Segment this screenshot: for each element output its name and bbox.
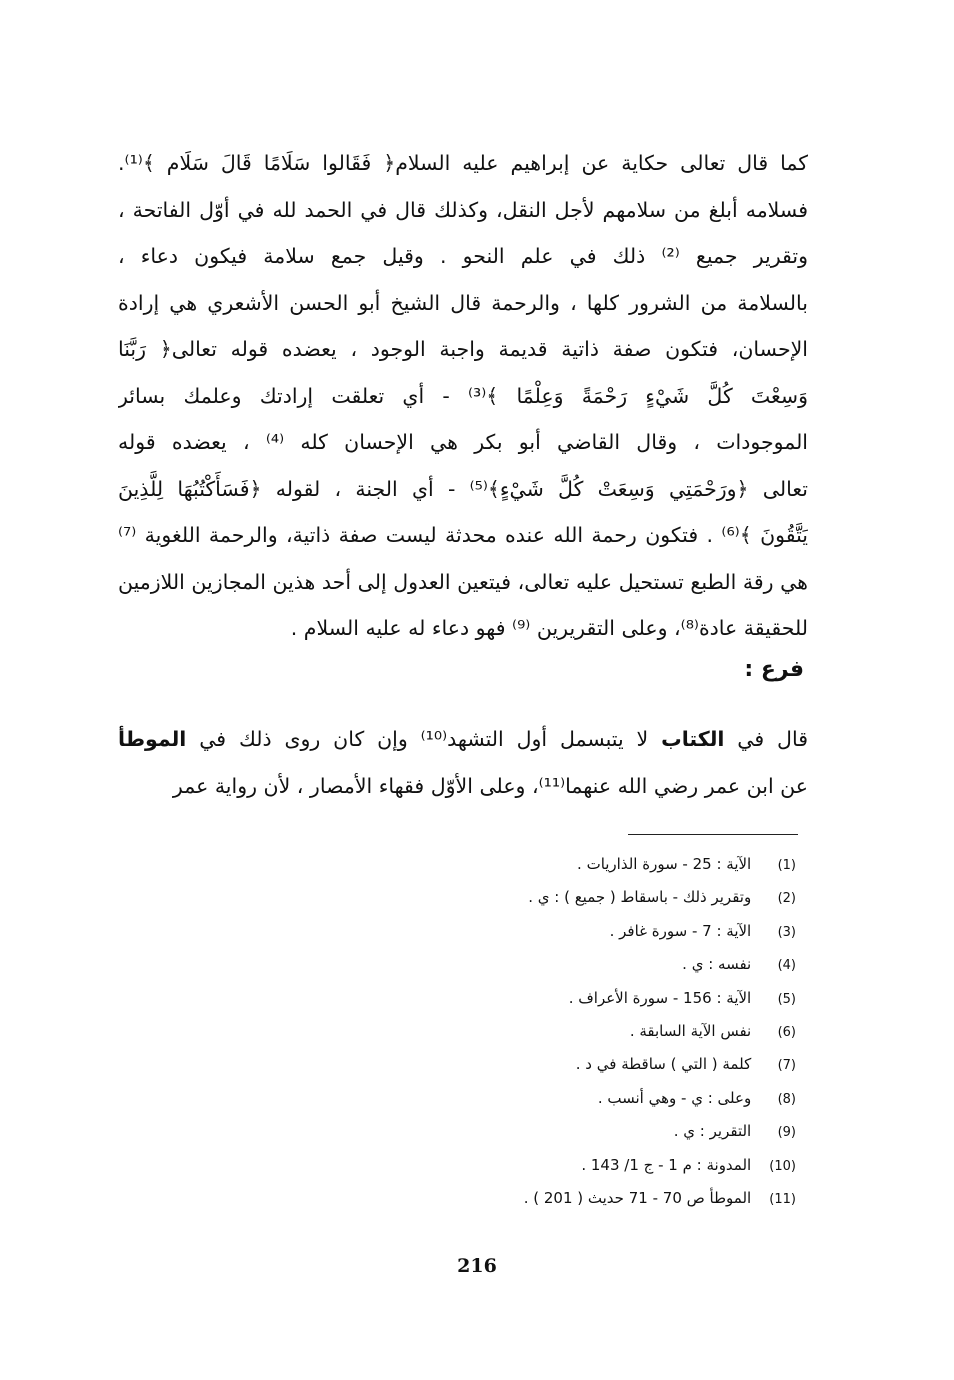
- footnote-number: (10): [769, 1158, 796, 1174]
- text-line: بالسلامة من الشرور كلها ، والرحمة قال الشيخ أبو الحسن الأشعري هي إرادة: [118, 290, 808, 315]
- section-text-block: [118, 716, 808, 809]
- text-line: تعالى ﴿ورَحْمَتِي وَسِعَتْ كُلَّ شَيْءٍ﴾⁽⁵⁾ - أي الجنة ، لقوله ﴿فَسَأَكْتُبُهَا لِلَّذِينَ: [118, 476, 808, 501]
- footnote-number: (7): [777, 1058, 796, 1074]
- footnote-number: (2): [777, 891, 796, 907]
- footnote-text: وتقرير ذلك - باسقاط ( جميع ) : ي .: [528, 888, 752, 907]
- section-line: عن ابن عمر رضي الله عنهما⁽¹¹⁾، وعلى الأوّل فقهاء الأمصار ، لأن رواية عمر: [172, 773, 808, 798]
- text-line: وَسِعْتَ كُلَّ شَيْءٍ رَحْمَةً وَعِلْمًا ﴾⁽³⁾ - أي تعلقت إرادتك وعلمك بسائر: [118, 383, 808, 408]
- text-line: للحقيقة عادة⁽⁸⁾، وعلى التقريرين ⁽⁹⁾ فهو دعاء له عليه السلام .: [290, 616, 808, 640]
- footnote: [276, 1048, 796, 1081]
- footnote-text: الآية : 156 - سورة الأعراف .: [568, 988, 752, 1007]
- main-text-block: [118, 140, 808, 652]
- section-line: [118, 716, 808, 763]
- footnote: [276, 848, 796, 881]
- footnote: [276, 915, 796, 948]
- text-line: فسلامه أبلغ من سلامهم لأجل النقل، وكذلك قال في الحمد لله في أوّل الفاتحة ،: [118, 197, 808, 222]
- footnote-number: (1): [777, 858, 796, 873]
- text-line: يَتَّقُونَ ﴾⁽⁶⁾ . فتكون رحمة الله عنده محدثة ليست صفة ذاتية، والرحمة اللغوية ⁽⁷⁾: [118, 523, 808, 547]
- page-number: 216: [457, 1255, 497, 1277]
- footnote-number: (5): [777, 991, 796, 1007]
- footnote: [276, 1115, 796, 1148]
- book-title-bold: الكتاب: [661, 727, 725, 751]
- text-span: لا يتبسمل أول التشهد⁽¹⁰⁾ وإن كان روى ذلك في: [186, 727, 662, 751]
- footnote-number: (8): [777, 1091, 796, 1107]
- footnote-number: (6): [777, 1024, 796, 1040]
- footnote-text: نفس الآية السابقة .: [629, 1021, 752, 1040]
- footnote: [276, 982, 796, 1015]
- footnotes-list: [276, 848, 796, 1215]
- footnote-text: نفسه : ي .: [682, 955, 752, 974]
- footnote-number: (3): [777, 924, 796, 940]
- text-line: كما قال تعالى حكاية عن إبراهيم عليه السلام﴿ فَقَالوا سَلَامًا قَالَ سَلَام ﴾⁽¹⁾.: [118, 151, 808, 175]
- footnote: [276, 1149, 796, 1182]
- footnote-text: التقرير : ي .: [673, 1122, 752, 1141]
- text-span: قال في: [724, 727, 808, 751]
- section-heading: فرع :: [744, 657, 804, 682]
- text-line: الموجودات ، وقال القاضي أبو بكر هي الإحسان كله ⁽⁴⁾ ، يعضده قوله: [118, 430, 808, 454]
- text-line: وتقرير جميع ⁽²⁾ ذلك في علم النحو . وقيل جمع سلامة فيكون دعاء ،: [118, 244, 808, 268]
- text-line: الإحسان، فتكون صفة ذاتية قديمة واجبة الوجود ، يعضده قوله تعالى﴿ رَبَّنَا: [118, 337, 808, 361]
- footnote-text: الموطأ ص 70 - 71 حديث ( 201 ) .: [523, 1188, 752, 1207]
- footnote: [276, 948, 796, 981]
- footnote: [276, 1082, 796, 1115]
- text-line: هي رقة الطبع تستحيل عليه تعالى، فيتعين العدول إلى أحد هذين المجازين اللازمين: [118, 569, 808, 594]
- footnote-text: الآية : 25 - سورة الذاريات .: [577, 855, 752, 873]
- footnote-number: (11): [769, 1191, 796, 1207]
- footnote: [276, 881, 796, 914]
- footnote-separator: [628, 834, 798, 835]
- footnote: [276, 1182, 796, 1215]
- footnote-text: وعلى : ي - وهي أنسب .: [597, 1088, 752, 1107]
- book-title-bold: الموطأ: [118, 727, 187, 751]
- footnote-text: المدونة : م 1 - ج 1/ 143 .: [581, 1155, 752, 1174]
- footnote-number: (9): [777, 1125, 796, 1141]
- footnote: [276, 1015, 796, 1048]
- footnote-text: الآية : 7 - سورة غافر .: [609, 921, 752, 940]
- footnote-text: كلمة ( التي ) ساقطة في د .: [575, 1055, 752, 1074]
- footnote-number: (4): [777, 958, 796, 974]
